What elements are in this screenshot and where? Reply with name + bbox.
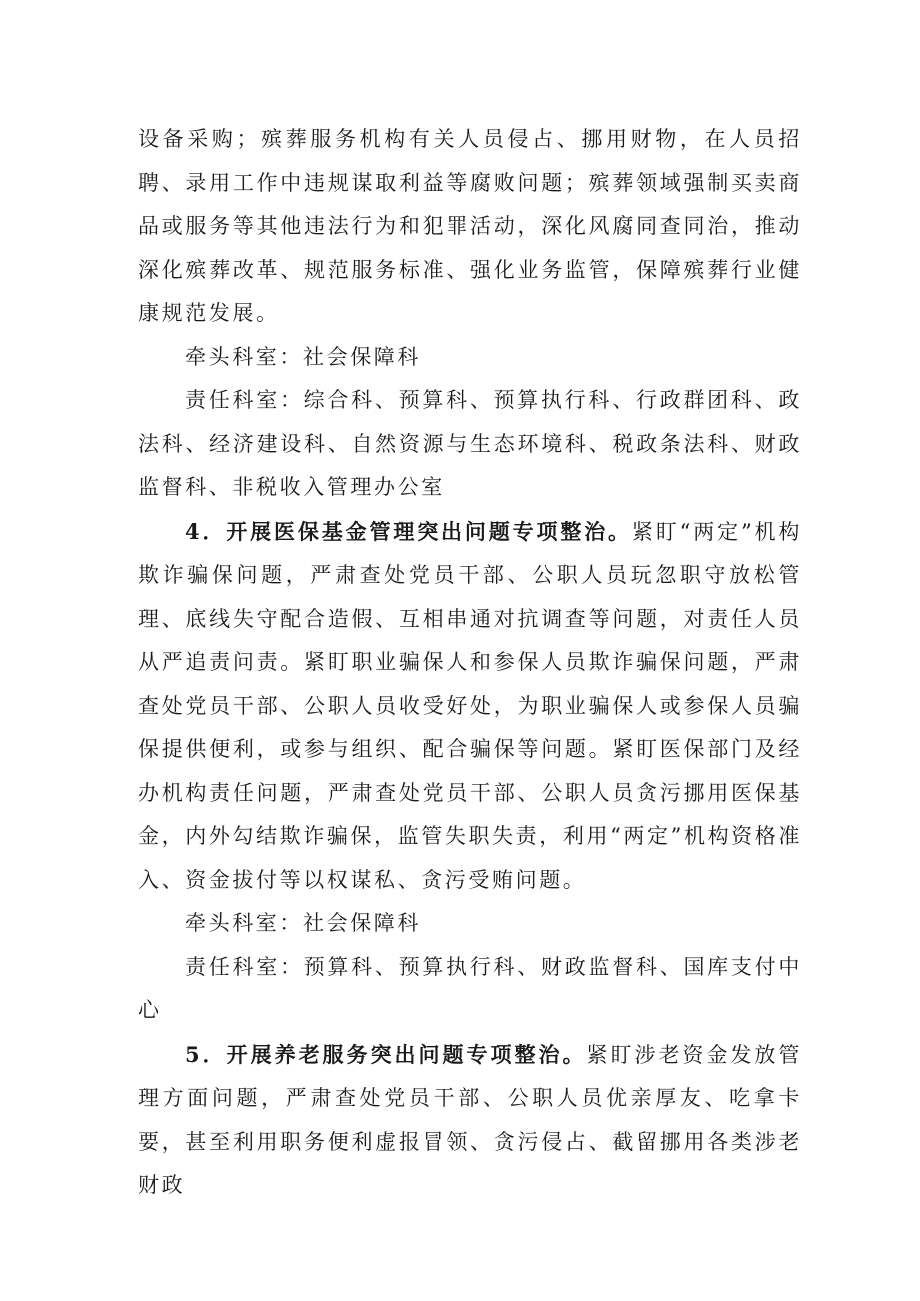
responsible-departments-1: 责任科室：综合科、预算科、预算执行科、行政群团科、政法科、经济建设科、自然资源与生态环境科、税政条法科、财政监督科、非税收入管理办公室 xyxy=(138,388,802,499)
section-4-body: 紧盯“两定”机构欺诈骗保问题，严肃查处党员干部、公职人员玩忽职守放松管理、底线失守配合造假、互相串通对抗调查等问题，对责任人员从严追责问责。紧盯职业骗保人和参保人员欺诈骗保问题，严肃查处党员干部、公职人员收受好处，为职业骗保人或参保人员骗保提供便利，或参与组织、配合骗保等问题。紧盯医保部门及经办机构责任问题，严肃查处党员干部、公职人员贪污挪用医保基金，内外勾结欺诈骗保，监管失职失责，利用“两定”机构资格准入、资金拔付等以权谋私、贪污受贿问题。 xyxy=(138,519,802,892)
section-5-paragraph xyxy=(138,1033,802,1208)
paragraph-funeral-continuation: 设备采购；殡葬服务机构有关人员侵占、挪用财物，在人员招聘、录用工作中违规谋取利益等腐败问题；殡葬领域强制买卖商品或服务等其他违法行为和犯罪活动，深化风腐同查同治，推动深化殡葬改革、规范服务标准、强化业务监管，保障殡葬行业健康规范发展。 xyxy=(138,127,802,325)
section-4-paragraph xyxy=(138,510,802,903)
section-5-heading: 5．开展养老服务突出问题专项整治。 xyxy=(185,1041,587,1067)
lead-department-1: 牵头科室：社会保障科 xyxy=(185,344,421,369)
lead-department-2: 牵头科室：社会保障科 xyxy=(185,911,421,935)
responsible-departments-2: 责任科室：预算科、预算执行科、财政监督科、国库支付中心 xyxy=(138,954,802,1022)
section-4-heading: 4．开展医保基金管理突出问题专项整治。 xyxy=(185,518,632,544)
document-page xyxy=(138,118,802,1208)
section-5-body: 紧盯涉老资金发放管理方面问题，严肃查处党员干部、公职人员优亲厚友、吃拿卡要，甚至利用职务便利虚报冒领、贪污侵占、截留挪用各类涉老财政 xyxy=(138,1042,802,1197)
